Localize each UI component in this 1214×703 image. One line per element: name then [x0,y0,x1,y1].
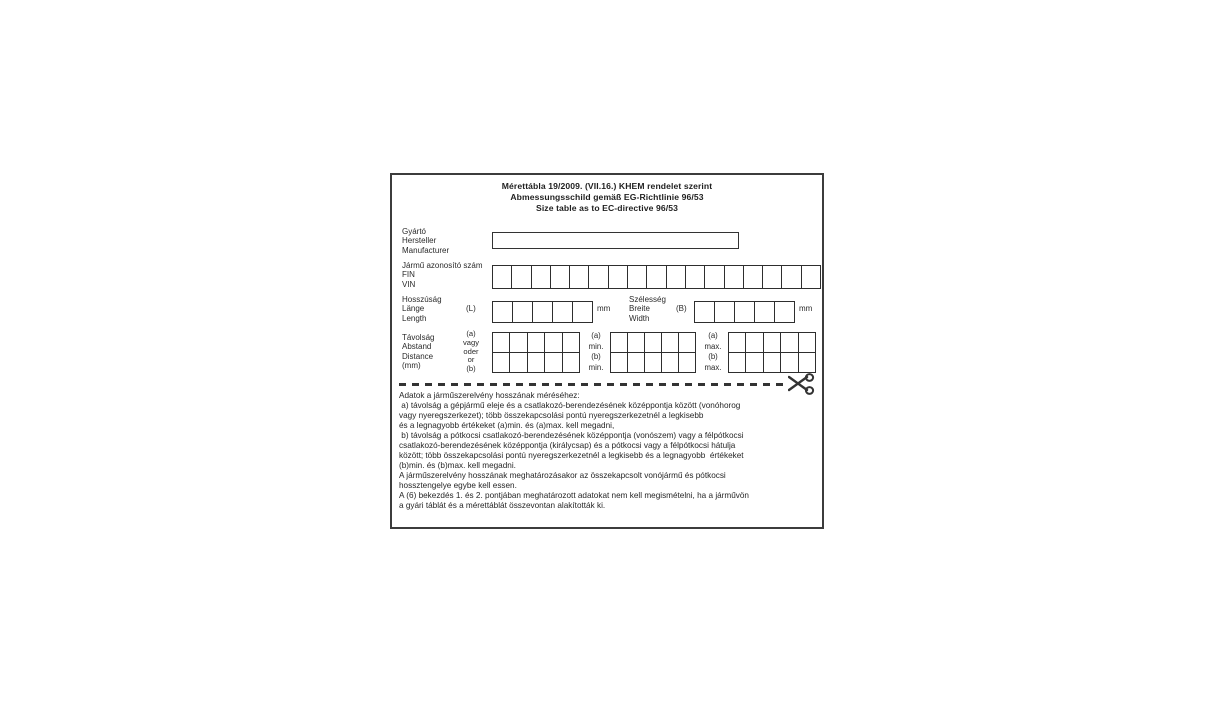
grid-cell [667,266,686,288]
min-line-a: (a) [591,331,601,340]
grid-cell [764,353,781,372]
grid-cell [563,353,579,372]
note-line: a gyári táblát és a mérettáblát összevontan alakították ki. [399,501,606,510]
grid-cell [725,266,744,288]
grid-cell [799,333,815,352]
grid-cell [551,266,570,288]
grid-cell [729,353,746,372]
grid-cell [611,353,628,372]
grid-cell [686,266,705,288]
grid-cell [545,333,562,352]
grid-cell [735,302,755,322]
distance-min-labels [582,331,610,373]
grid-cell [528,333,545,352]
manufacturer-label-en: Manufacturer [402,245,450,255]
length-grid-row [493,302,592,322]
or-line-or: or [467,355,475,365]
grid-cell [563,333,579,352]
note-line: A (6) bekezdés 1. és 2. pontjában meghatározott adatokat nem kell megismételni, ha a járművön [399,491,749,500]
size-table-document [390,173,824,529]
grid-cell [662,353,679,372]
max-line-bmax: max. [704,362,722,372]
note-line: hossztengelye egybe kell essen. [399,481,517,490]
length-label-en: Length [402,313,427,323]
grid-cell [662,333,679,352]
max-line-b: (b) [708,352,718,362]
grid-cell [611,333,628,352]
distance-label-en: Distance [402,351,434,361]
distance-grid-ab-row-a [493,333,579,352]
grid-cell [628,266,647,288]
grid-cell [628,333,645,352]
title-line-en: Size table as to EC-directive 96/53 [535,203,678,213]
grid-cell [589,266,608,288]
vin-label-hu: Jármű azonosító szám [402,261,483,270]
width-unit: mm [799,304,813,313]
note-line: vagy nyeregszerkezet); több összekapcsolási pontú nyeregszerkezetnél a legkisebb [399,411,704,420]
grid-cell [493,333,510,352]
manufacturer-field [492,232,739,249]
distance-grid-min [610,332,696,373]
notes-block [399,391,819,511]
document-title [392,181,822,214]
grid-cell [679,353,695,372]
distance-label [402,333,434,371]
width-grid-row [695,302,794,322]
width-label-de: Breite [629,304,650,314]
grid-cell [493,266,512,288]
grid-cell [609,266,628,288]
grid-cell [512,266,531,288]
note-line: Adatok a járműszerelvény hosszának méréséhez: [399,391,580,400]
length-prefix: (L) [466,304,476,313]
grid-cell [755,302,775,322]
grid-cell [510,353,527,372]
note-line: a) távolság a gépjármű eleje és a csatlakozó-berendezésének középpontja között (vonóhorog [399,401,741,410]
grid-cell [763,266,782,288]
vin-grid [492,265,821,289]
grid-cell [532,266,551,288]
grid-cell [781,353,798,372]
grid-cell [545,353,562,372]
vin-label [402,261,482,289]
note-line: (b)min. és (b)max. kell megadni. [399,461,516,470]
max-line-a: (a) [708,331,718,340]
note-line: b) távolság a pótkocsi csatlakozó-berendezésének középpontja (vonószem) vagy a félpótkocsi [399,431,744,440]
grid-cell [729,333,746,352]
grid-cell [645,333,662,352]
title-line-de: Abmessungsschild gemäß EG-Richtlinie 96/53 [510,192,704,202]
distance-grid-min-row-a [611,333,695,352]
grid-cell [513,302,533,322]
grid-cell [533,302,553,322]
grid-cell [746,353,763,372]
grid-cell [744,266,763,288]
length-label-de: Länge [402,304,425,314]
distance-grid-max-row-b [729,352,815,372]
or-line-b: (b) [466,364,476,374]
max-line-amax: max. [704,341,722,351]
note-line: között; több összekapcsolási pontú nyeregszerkezetnél a legkisebb és a legnagyobb értékeket [399,451,744,460]
note-line: csatlakozó-berendezésének középpontja (királycsap) és a pótkocsi vagy a félpótkocsi hátulja [399,441,736,450]
or-line-a: (a) [466,329,476,338]
cut-dashed-line [399,383,787,386]
grid-cell [510,333,527,352]
grid-cell [573,302,592,322]
width-prefix: (B) [676,304,687,313]
grid-cell [570,266,589,288]
grid-cell [493,302,513,322]
distance-grid-max-row-a [729,333,815,352]
length-label [402,295,442,323]
grid-cell [695,302,715,322]
distance-max-labels [698,331,728,373]
grid-cell [528,353,545,372]
manufacturer-label-de: Hersteller [402,236,437,246]
note-line: és a legnagyobb értékeket (a)min. és (a)max. kell megadni, [399,421,615,430]
length-unit: mm [597,304,611,313]
min-line-bmin: min. [588,362,604,372]
grid-cell [679,333,695,352]
min-line-b: (b) [591,352,601,362]
grid-cell [782,266,801,288]
distance-grid-ab-row-b [493,352,579,372]
distance-label-hu: Távolság [402,333,435,342]
distance-or-labels [452,330,490,374]
length-label-hu: Hosszúság [402,295,442,304]
grid-cell [775,302,794,322]
manufacturer-label [402,227,449,255]
grid-cell [781,333,798,352]
grid-cell [493,353,510,372]
grid-cell [553,302,573,322]
distance-grid-ab [492,332,580,373]
min-line-amin: min. [588,341,604,351]
grid-cell [715,302,735,322]
grid-cell [764,333,781,352]
width-label [629,295,666,323]
grid-cell [647,266,666,288]
width-label-hu: Szélesség [629,295,666,304]
distance-grid-min-row-b [611,352,695,372]
width-label-en: Width [629,313,650,323]
grid-cell [802,266,820,288]
distance-grid-max [728,332,816,373]
grid-cell [645,353,662,372]
vin-label-en: VIN [402,279,416,289]
note-line: A járműszerelvény hosszának meghatározásakor az összekapcsolt vonójármű és pótkocsi [399,471,726,480]
manufacturer-label-hu: Gyártó [402,227,427,236]
grid-cell [746,333,763,352]
title-line-hu: Mérettábla 19/2009. (VII.16.) KHEM rendelet szerint [501,181,713,191]
vin-label-de: FIN [402,270,415,280]
length-grid [492,301,593,323]
distance-label-de: Abstand [402,342,432,352]
vin-grid-row [493,266,820,288]
grid-cell [799,353,815,372]
or-line-vagy: vagy [462,337,480,347]
grid-cell [705,266,724,288]
distance-label-unit: (mm) [402,361,421,371]
grid-cell [628,353,645,372]
or-line-oder: oder [463,346,479,356]
width-grid [694,301,795,323]
